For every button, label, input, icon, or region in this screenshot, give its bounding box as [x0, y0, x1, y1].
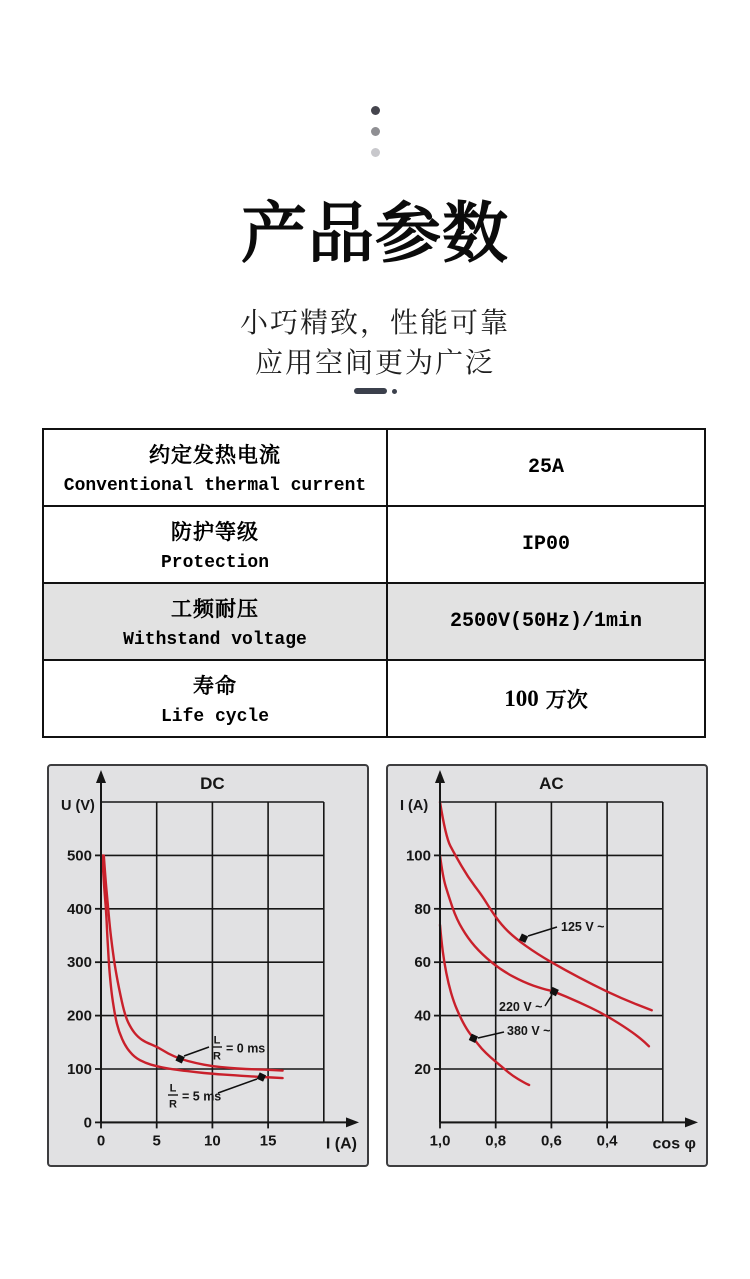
axes: [101, 780, 347, 1122]
spec-label-en: Life cycle: [160, 707, 270, 727]
spec-label-cn: 防护等级: [171, 521, 259, 544]
chart-root: [400, 770, 698, 1152]
svg-text:R: R: [169, 1098, 177, 1111]
spec-table: [42, 428, 706, 738]
spec-label-cell: [44, 584, 388, 659]
spec-value: IP00: [521, 533, 570, 556]
subtitle-line-2: 应用空间更为广泛: [254, 347, 495, 378]
decorative-dots: [0, 106, 750, 157]
svg-text:200: 200: [66, 1007, 92, 1025]
annotation: [469, 1024, 551, 1043]
spec-value-unit: 万次: [545, 688, 588, 712]
svg-text:0: 0: [83, 1114, 92, 1132]
svg-text:L: L: [213, 1034, 221, 1047]
svg-text:125 V ~: 125 V ~: [561, 920, 605, 934]
svg-text:5: 5: [152, 1132, 161, 1150]
table-row-highlighted: [44, 582, 704, 659]
dc-chart-panel: [47, 764, 369, 1167]
ac-chart-panel: [386, 764, 708, 1167]
divider-dot: [392, 389, 397, 394]
spec-label-cell: [44, 430, 388, 505]
subtitle-line-1: 小巧精致，性能可靠: [239, 307, 510, 338]
spec-value-cell: [388, 430, 704, 505]
spec-label-cell: [44, 661, 388, 736]
tick-labels: [406, 847, 618, 1149]
spec-value: 2500V(50Hz)/1min: [449, 610, 643, 633]
spec-label-cn: 约定发热电流: [149, 444, 281, 467]
curve: [440, 855, 649, 1046]
svg-text:10: 10: [204, 1132, 221, 1150]
svg-text:380 V ~: 380 V ~: [507, 1024, 551, 1038]
svg-text:100: 100: [405, 847, 431, 865]
ticks: [434, 855, 607, 1128]
svg-text:0,8: 0,8: [485, 1132, 507, 1150]
divider-bar: [354, 388, 387, 394]
table-row: [44, 430, 704, 505]
spec-label-en: Withstand voltage: [123, 630, 307, 650]
spec-value: 25A: [527, 456, 564, 479]
spec-value-cell: [388, 584, 704, 659]
spec-label-cn: 工频耐压: [171, 598, 259, 621]
svg-text:20: 20: [414, 1061, 431, 1078]
svg-text:500: 500: [66, 847, 92, 865]
svg-text:0,4: 0,4: [596, 1132, 618, 1150]
svg-text:15: 15: [259, 1132, 277, 1150]
svg-text:1,0: 1,0: [429, 1132, 451, 1150]
chart-title: AC: [539, 774, 564, 793]
curve: [440, 802, 652, 1010]
spec-value-cell: [388, 507, 704, 582]
svg-text:400: 400: [66, 900, 92, 918]
spec-value-cell: [388, 661, 704, 736]
annotation: [175, 1035, 265, 1064]
spec-label-en: Protection: [160, 553, 270, 573]
series-curves: [440, 802, 652, 1085]
y-axis-label: I (A): [400, 798, 429, 814]
svg-text:300: 300: [66, 954, 92, 972]
svg-text:= 5 ms: = 5 ms: [182, 1089, 222, 1104]
svg-text:R: R: [213, 1050, 221, 1063]
table-row: [44, 659, 704, 736]
annotation: [519, 920, 605, 943]
title-divider: [0, 388, 750, 394]
svg-text:= 0 ms: = 0 ms: [226, 1041, 266, 1056]
dot-medium: [371, 127, 380, 136]
svg-text:40: 40: [414, 1007, 431, 1025]
ac-chart: [388, 766, 706, 1165]
svg-text:0: 0: [96, 1132, 106, 1150]
dot-light: [371, 148, 380, 157]
y-axis-label: U (V): [61, 798, 95, 814]
svg-text:80: 80: [414, 900, 431, 918]
dot-dark: [371, 106, 380, 115]
spec-value: 100: [504, 685, 539, 711]
axes: [440, 780, 686, 1122]
spec-label-cn: 寿命: [193, 675, 237, 698]
svg-text:100: 100: [66, 1061, 92, 1078]
annotation: [168, 1072, 266, 1110]
dc-chart: [49, 766, 367, 1165]
svg-text:L: L: [169, 1082, 177, 1095]
chart-title: DC: [200, 774, 225, 793]
table-row: [44, 505, 704, 582]
chart-root: [61, 770, 359, 1152]
spec-label-en: Conventional thermal current: [63, 476, 367, 496]
x-axis-label: I (A): [325, 1135, 357, 1153]
svg-text:0,6: 0,6: [540, 1132, 562, 1150]
x-axis-label: cos φ: [652, 1135, 696, 1153]
svg-text:220 V ~: 220 V ~: [499, 1000, 543, 1014]
spec-label-cell: [44, 507, 388, 582]
svg-text:60: 60: [414, 954, 431, 972]
page-title: 产品参数: [241, 196, 509, 270]
